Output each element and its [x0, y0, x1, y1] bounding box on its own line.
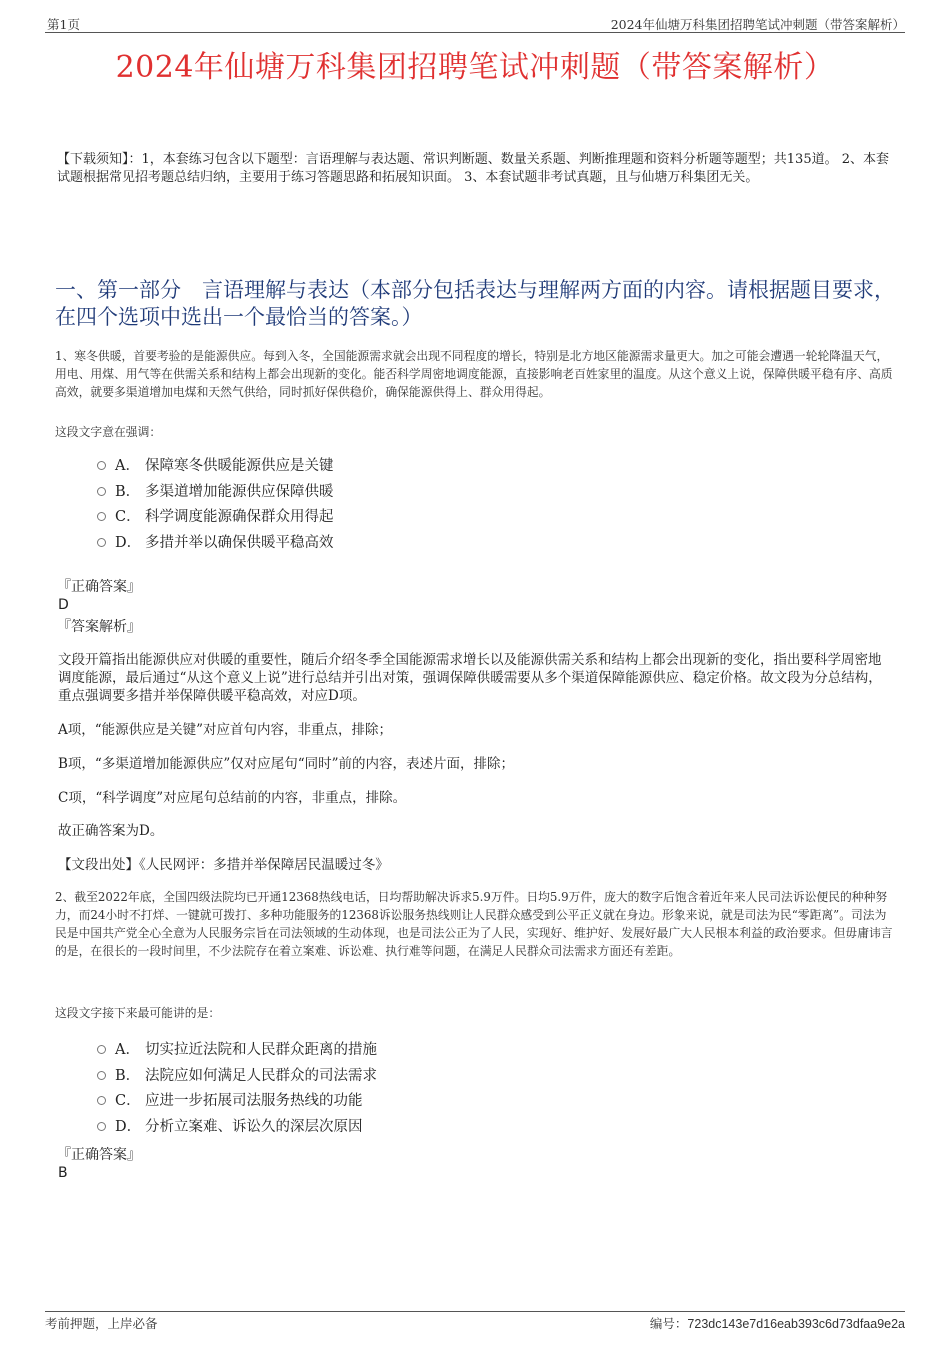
option-c[interactable]	[97, 508, 497, 534]
option-letter: A．	[115, 1042, 140, 1058]
question-2-passage: 2、截至2022年底，全国四级法院均已开通12368热线电话，日均帮助解决诉求5.9万件。日均5.9万件，庞大的数字后饱含着近年来人民司法诉讼便民的种种努力，而24小时不打烊、一键就可拨打、多种功能服务的12368诉讼服务热线则让人民群众感受到公平正义就在身边。形象来说，就是司法为民“零距离”。司法为民是中国共产党全心全意为人民服务宗旨在司法领域的生动体现，也是司法公正为了人民，实现好、维护好、发展好最广大人民根本利益的政治要求。但毋庸讳言的是，在很长的一段时间里，不少法院存在着立案难、诉讼难、执行难等问题，在满足人民群众司法需求方面还有差距。	[55, 890, 893, 958]
footer-code	[650, 1314, 905, 1332]
analysis-option-b: B项，“多渠道增加能源供应”仅对应尾句“同时”前的内容，表述片面，排除；	[58, 756, 515, 772]
analysis-option-c: C项，“科学调度”对应尾句总结前的内容，非重点，排除。	[58, 790, 407, 806]
question-1-prompt: 这段文字意在强调：	[55, 425, 162, 439]
analysis-label: 『答案解析』	[57, 619, 141, 635]
analysis-paragraph: 文段开篇指出能源供应对供暖的重要性，随后介绍冬季全国能源需求增长以及能源供需关系和结构上都会出现新的变化，指出要科学周密地调度能源，最后通过“从这个意义上说”进行总结并引出对策，强调保障供暖需要从多个渠道保障能源供应、稳定价格。故文段为分总结构，重点强调要多措并举保障供暖平稳高效，对应D项。	[58, 652, 882, 704]
option-text: 法院应如何满足人民群众的司法需求	[145, 1067, 377, 1084]
footer-code-value: 723dc143e7d16eab393c6d73dfaa9e2a	[687, 1317, 905, 1331]
correct-answer-label: 『正确答案』	[57, 1147, 141, 1163]
option-letter: B．	[115, 1067, 141, 1084]
option-text: 分析立案难、诉讼久的深层次原因	[145, 1118, 363, 1135]
option-text: 切实拉近法院和人民群众距离的措施	[145, 1042, 377, 1058]
option-b[interactable]	[97, 483, 497, 509]
footer-slogan: 考前押题，上岸必备	[45, 1316, 158, 1331]
header-doc-title: 2024年仙塘万科集团招聘笔试冲刺题（带答案解析）	[610, 17, 905, 32]
option-letter: D．	[115, 1118, 142, 1135]
option-a[interactable]	[97, 457, 497, 483]
option-letter: C．	[115, 509, 141, 525]
option-d[interactable]	[97, 1118, 497, 1144]
option-text: 应进一步拓展司法服务热线的功能	[145, 1093, 363, 1109]
download-notice: 【下载须知】：1，本套练习包含以下题型：言语理解与表达题、常识判断题、数量关系题、判断推理题和资料分析题等题型；共135道。 2、本套试题根据常见招考题总结归纳，主要用于练习答题思路和拓展知识面。 3、本套试题非考试真题，且与仙塘万科集团无关。	[57, 152, 889, 185]
analysis-conclusion: 故正确答案为D。	[58, 823, 164, 839]
page-number: 第1页	[47, 17, 80, 32]
radio-icon[interactable]	[97, 487, 106, 496]
option-letter: D．	[115, 534, 142, 551]
question-2-options	[97, 1041, 497, 1143]
correct-answer-label: 『正确答案』	[57, 579, 141, 595]
option-b[interactable]	[97, 1067, 497, 1093]
option-letter: A．	[115, 458, 140, 474]
radio-icon[interactable]	[97, 538, 106, 547]
radio-icon[interactable]	[97, 1096, 106, 1105]
option-letter: B．	[115, 483, 141, 500]
passage-source: 【文段出处】《人民网评：多措并举保障居民温暖过冬》	[58, 857, 389, 873]
radio-icon[interactable]	[97, 1122, 106, 1131]
option-text: 科学调度能源确保群众用得起	[145, 509, 334, 525]
option-text: 多措并举以确保供暖平稳高效	[145, 534, 334, 551]
question-1-passage: 1、寒冬供暖，首要考验的是能源供应。每到入冬，全国能源需求就会出现不同程度的增长，特别是北方地区能源需求量更大。加之可能会遭遇一轮轮降温天气，用电、用煤、用气等在供需关系和结构上都会出现新的变化。能否科学周密地调度能源，直接影响老百姓家里的温度。从这个意义上说，保障供暖平稳有序、高质高效，就要多渠道增加电煤和天然气供给，同时抓好保供稳价，确保能源供得上、群众用得起。	[55, 349, 893, 399]
radio-icon[interactable]	[97, 512, 106, 521]
correct-answer-value: D	[58, 597, 69, 613]
option-text: 保障寒冬供暖能源供应是关键	[145, 458, 334, 474]
option-a[interactable]	[97, 1041, 497, 1067]
option-text: 多渠道增加能源供应保障供暖	[145, 483, 334, 500]
header-divider	[45, 32, 905, 33]
option-d[interactable]	[97, 534, 497, 560]
section-heading: 一、第一部分 言语理解与表达（本部分包括表达与理解两方面的内容。请根据题目要求，在四个选项中选出一个最恰当的答案。）	[55, 278, 895, 329]
analysis-option-a: A项，“能源供应是关键”对应首句内容，非重点，排除；	[58, 722, 393, 738]
radio-icon[interactable]	[97, 461, 106, 470]
correct-answer-value: B	[58, 1165, 68, 1181]
page-title: 2024年仙塘万科集团招聘笔试冲刺题（带答案解析）	[115, 50, 835, 85]
option-letter: C．	[115, 1093, 141, 1109]
footer-divider	[45, 1311, 905, 1312]
question-2-prompt: 这段文字接下来最可能讲的是：	[55, 1006, 221, 1020]
question-1-options	[97, 457, 497, 559]
radio-icon[interactable]	[97, 1071, 106, 1080]
radio-icon[interactable]	[97, 1045, 106, 1054]
footer-code-label: 编号：	[649, 1316, 688, 1331]
option-c[interactable]	[97, 1092, 497, 1118]
